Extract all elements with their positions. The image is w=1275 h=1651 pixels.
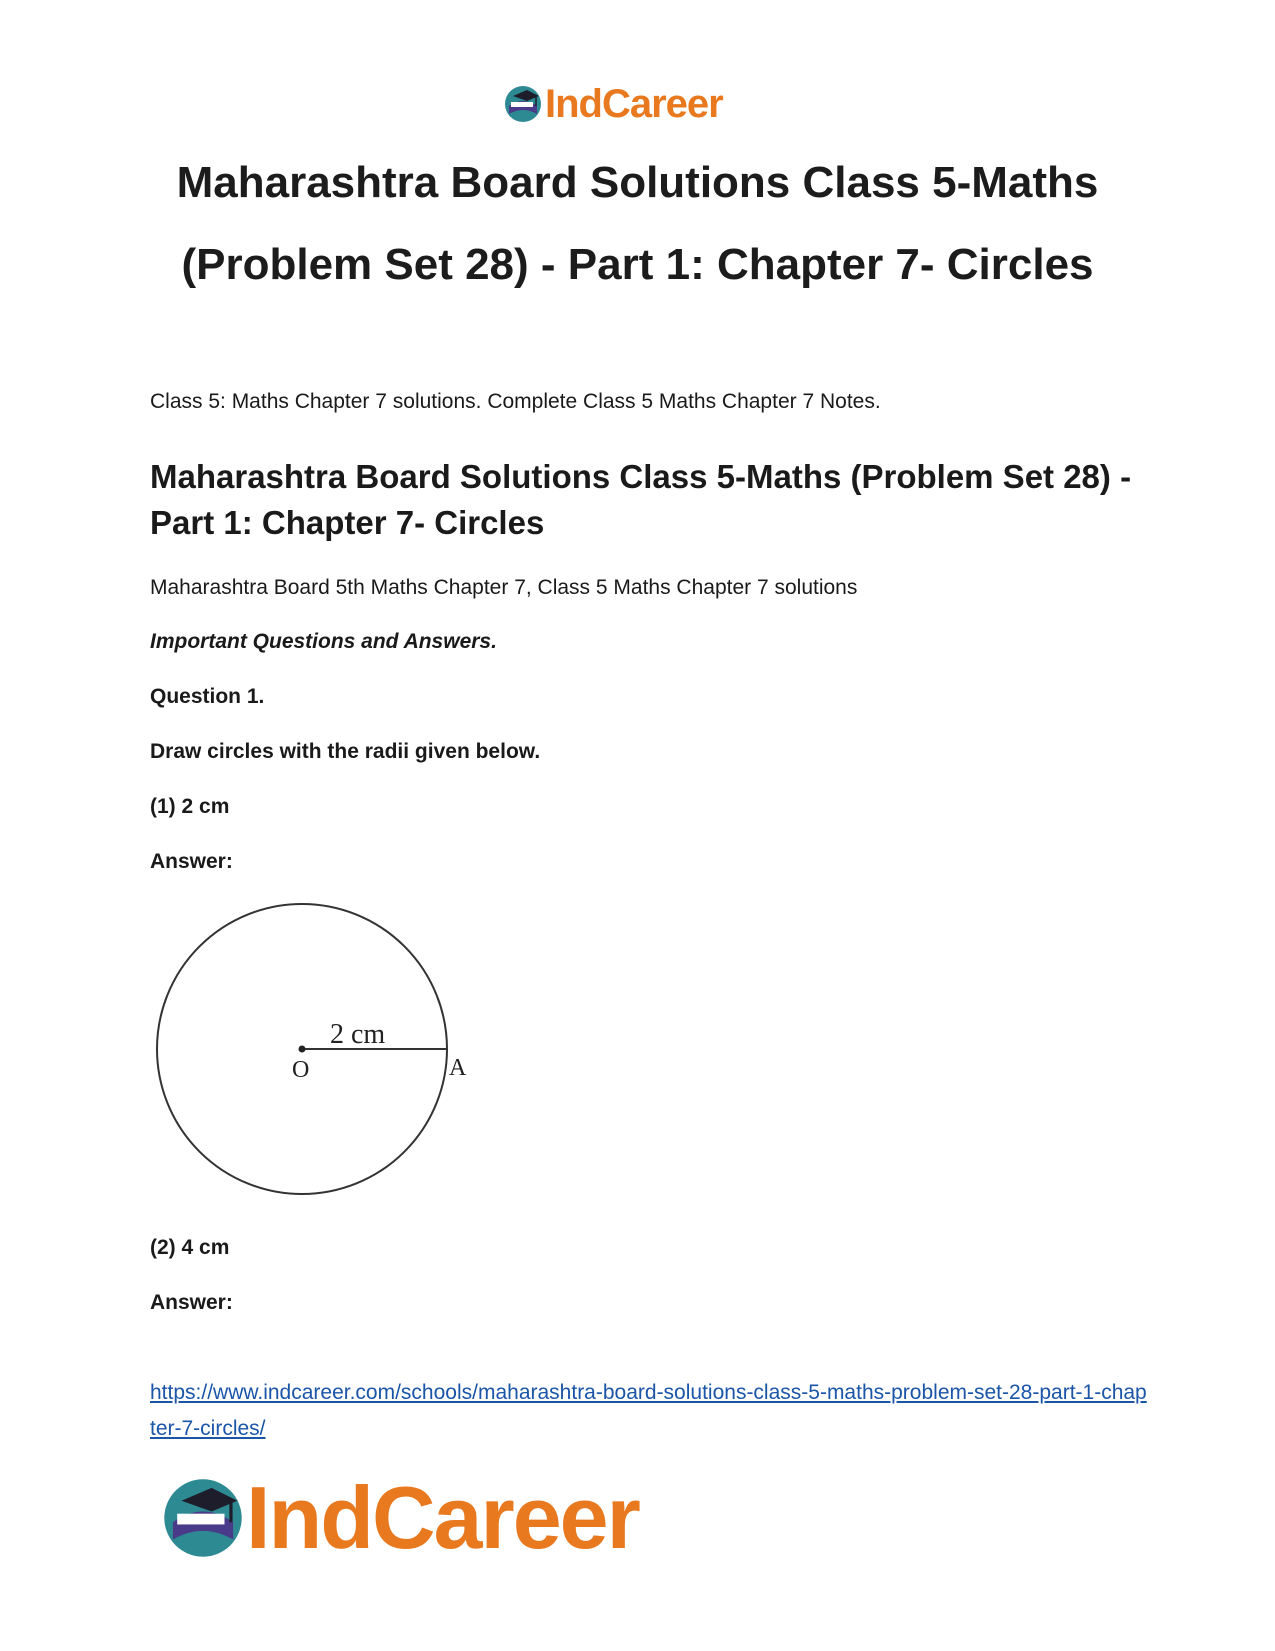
question-part-2: (2) 4 cm	[150, 1236, 230, 1259]
circle-figure	[150, 895, 480, 1205]
question-label: Question 1.	[150, 685, 265, 708]
footer-logo	[160, 1470, 720, 1566]
center-label: O	[292, 1057, 310, 1083]
radius-label: 2 cm	[330, 1019, 386, 1050]
logo-text: IndCareer	[545, 81, 723, 126]
center-point	[299, 1046, 306, 1053]
intro-text: Class 5: Maths Chapter 7 solutions. Complete Class 5 Maths Chapter 7 Notes.	[150, 390, 881, 413]
subtitle-text: Maharashtra Board 5th Maths Chapter 7, Class 5 Maths Chapter 7 solutions	[150, 576, 858, 599]
question-part-1: (1) 2 cm	[150, 795, 230, 818]
graduation-cap-globe-icon	[160, 1475, 246, 1561]
source-link[interactable]: https://www.indcareer.com/schools/maharashtra-board-solutions-class-5-maths-problem-set-28-part-1-chapter-7-circles/	[150, 1381, 1147, 1440]
page-title: Maharashtra Board Solutions Class 5-Maths (Problem Set 28) - Part 1: Chapter 7- Circles	[176, 158, 1099, 289]
point-label: A	[449, 1055, 467, 1081]
graduation-cap-globe-icon	[503, 84, 543, 124]
question-text: Draw circles with the radii given below.	[150, 740, 541, 763]
lead-text: Important Questions and Answers.	[150, 630, 497, 653]
logo-text: IndCareer	[246, 1468, 639, 1567]
header-logo	[503, 80, 773, 128]
answer-label-2: Answer:	[150, 1291, 233, 1314]
answer-label-1: Answer:	[150, 850, 233, 873]
section-heading: Maharashtra Board Solutions Class 5-Maths (Problem Set 28) - Part 1: Chapter 7- Circles	[150, 458, 1132, 541]
